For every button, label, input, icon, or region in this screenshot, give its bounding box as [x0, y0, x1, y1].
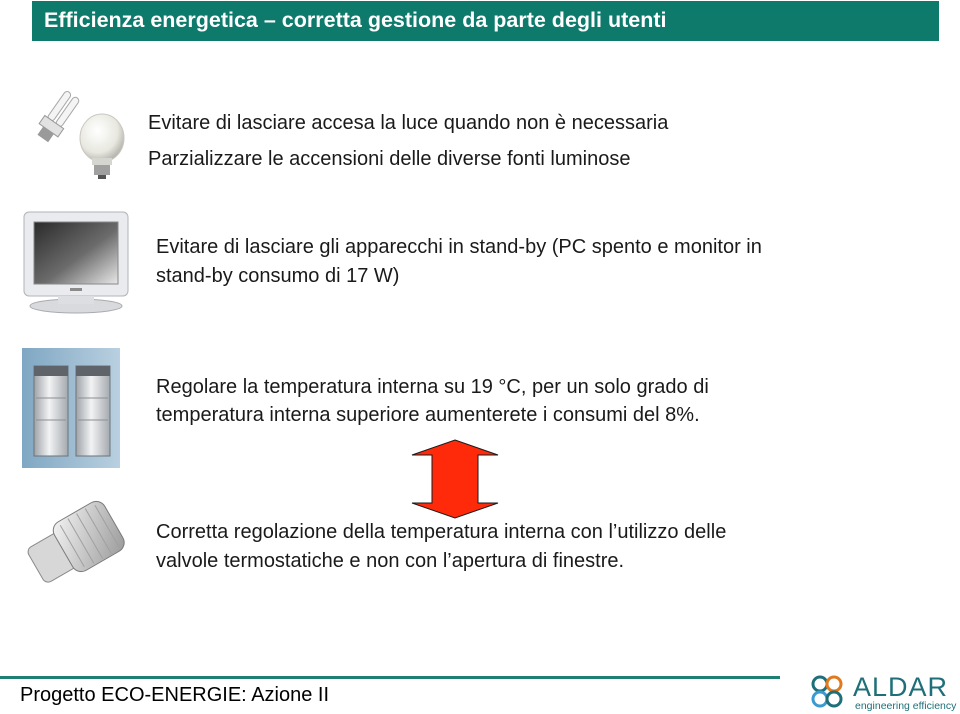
- lighting-line-1: Evitare di lasciare accesa la luce quando non è necessaria: [148, 112, 669, 134]
- logo-brand: ALDAR: [853, 672, 949, 702]
- boiler-icon: [22, 348, 120, 468]
- double-arrow-icon: [410, 438, 500, 520]
- standby-line-1: Evitare di lasciare gli apparecchi in stand-by (PC spento e monitor in: [156, 236, 762, 258]
- lighting-line-2: Parzializzare le accensioni delle diverse fonti luminose: [148, 148, 631, 170]
- valves-line-1: Corretta regolazione della temperatura interna con l’utilizzo delle: [156, 521, 727, 543]
- standby-line-2: stand-by consumo di 17 W): [156, 265, 400, 287]
- thermostatic-valve-icon: [22, 495, 127, 595]
- aldar-logo: [805, 670, 960, 714]
- temperature-line-1: Regolare la temperatura interna su 19 °C, per un solo grado di: [156, 376, 709, 398]
- logo-rings-icon: [805, 670, 849, 714]
- footer-divider: [0, 676, 780, 679]
- logo-tagline: engineering efficiency: [855, 700, 957, 712]
- title-bar: [32, 1, 939, 41]
- page-title: Efficienza energetica – corretta gestione da parte degli utenti: [44, 8, 667, 32]
- temperature-line-2: temperatura interna superiore aumenterete i consumi del 8%.: [156, 404, 700, 426]
- light-bulbs-icon: [30, 90, 130, 185]
- monitor-icon: [22, 210, 130, 315]
- footer-project: Progetto ECO-ENERGIE: Azione II: [20, 684, 330, 706]
- valves-line-2: valvole termostatiche e non con l’apertura di finestre.: [156, 550, 625, 572]
